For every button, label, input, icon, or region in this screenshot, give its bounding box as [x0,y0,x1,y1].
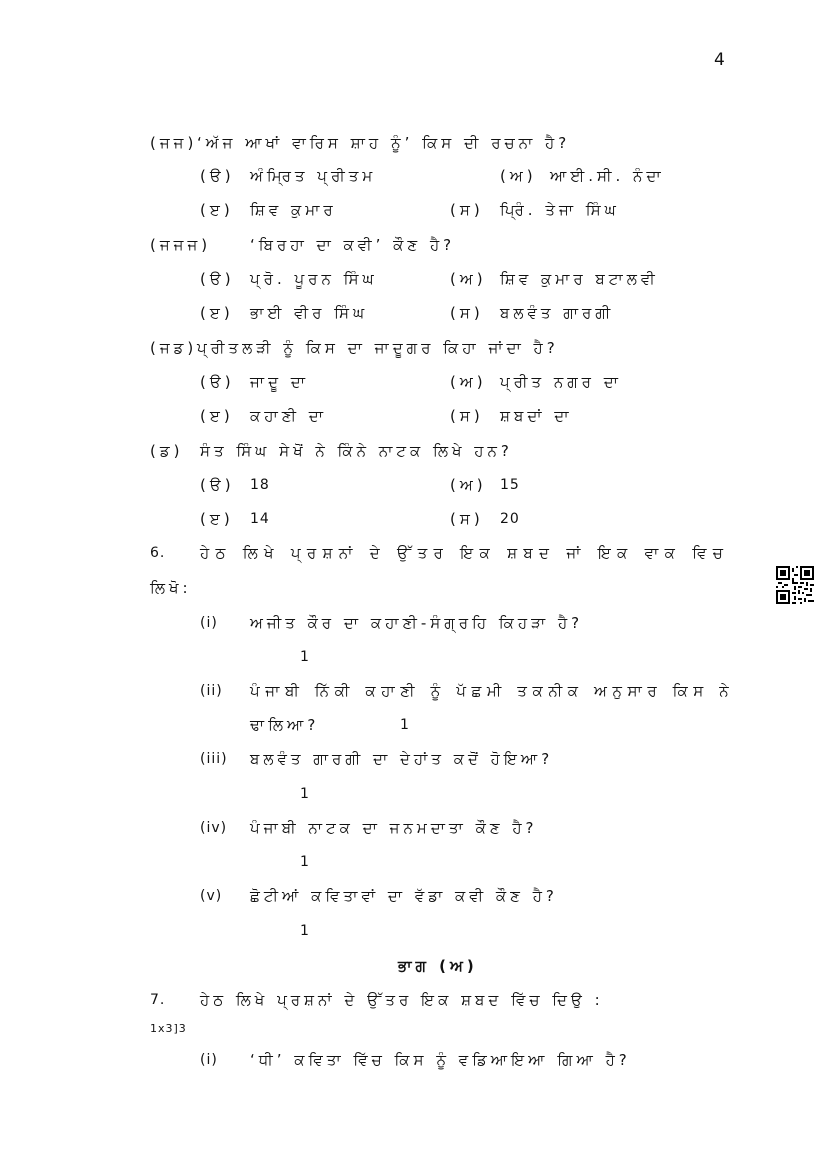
question-number: 7. [150,992,166,1008]
subquestion-text: ਅਜੀਤ ਕੌਰ ਦਾ ਕਹਾਣੀ-ਸੰਗ੍ਰਹਿ ਕਿਹੜਾ ਹੈ? [250,614,584,632]
question-label: (ਜਜਜ) [150,236,212,254]
question-text: ‘ਅੱਜ ਆਖਾਂ ਵਾਰਿਸ ਸ਼ਾਹ ਨੂੰ’ ਕਿਸ ਦੀ ਰਚਨਾ ਹੈ? [197,134,571,152]
option-label: (ੳ) [200,476,235,494]
option-text: 18 [250,477,270,493]
marks: 1 [300,649,310,665]
marks-note: 1x3]3 [150,1022,187,1035]
option-text: ਜਾਦੂ ਦਾ [250,373,310,391]
subquestion-label: (i) [200,615,218,631]
subquestion-text: ‘ਧੀ’ ਕਵਿਤਾ ਵਿੱਚ ਕਿਸ ਨੂੰ ਵਡਿਆਇਆ ਗਿਆ ਹੈ? [250,1051,631,1069]
option-label: (ੳ) [200,270,235,288]
subquestion-label: (v) [200,888,223,904]
option-label: (ੲ) [200,510,234,528]
option-text: ਪ੍ਰੋ. ਪੂਰਨ ਸਿੰਘ [250,270,378,288]
question-label: (ਡ) [150,442,184,460]
subquestion-text-continued: ਢਾਲਿਆ? [250,716,320,734]
qr-code-icon [776,566,814,604]
subquestion-label: (iii) [200,751,228,767]
marks: 1 [300,786,310,802]
section-heading: ਭਾਗ (ਅ) [398,957,478,975]
option-label: (ੲ) [200,201,234,219]
option-text: ਭਾਈ ਵੀਰ ਸਿੰਘ [250,304,369,322]
option-text: ਸ਼ਿਵ ਕੁਮਾਰ [250,201,337,219]
option-label: (ਸ) [450,510,484,528]
page-number: 4 [714,50,725,70]
option-text: ਸ਼ਿਵ ਕੁਮਾਰ ਬਟਾਲਵੀ [500,270,659,288]
option-text: ਆਈ.ਸੀ. ਨੰਦਾ [550,167,665,185]
subquestion-text: ਬਲਵੰਤ ਗਾਰਗੀ ਦਾ ਦੇਹਾਂਤ ਕਦੋਂ ਹੋਇਆ? [250,750,554,768]
subquestion-text: ਛੋਟੀਆਂ ਕਵਿਤਾਵਾਂ ਦਾ ਵੱਡਾ ਕਵੀ ਕੌਣ ਹੈ? [250,887,558,905]
question-text: ਹੇਠ ਲਿਖੇ ਪ੍ਰਸ਼ਨਾਂ ਦੇ ਉੱਤਰ ਇਕ ਸ਼ਬਦ ਵਿੱਚ ਦਿਉ : [200,991,604,1009]
option-label: (ਸ) [450,304,484,322]
question-label: (ਜਡ) [150,339,198,357]
question-text-continued: ਲਿਖੋ: [150,579,192,597]
subquestion-label: (i) [200,1052,218,1068]
marks: 1 [300,923,310,939]
option-text: ਪ੍ਰਿੰ. ਤੇਜਾ ਸਿੰਘ [500,201,620,219]
option-label: (ੲ) [200,407,234,425]
option-label: (ਅ) [450,373,487,391]
option-label: (ੳ) [200,373,235,391]
option-text: ਬਲਵੰਤ ਗਾਰਗੀ [500,304,615,322]
question-text: ‘ਬਿਰਹਾ ਦਾ ਕਵੀ’ ਕੌਣ ਹੈ? [250,236,456,254]
subquestion-text: ਪੰਜਾਬੀ ਨਿੱਕੀ ਕਹਾਣੀ ਨੂੰ ਪੱਛਮੀ ਤਕਨੀਕ ਅਨੁਸਾਰ ਕਿਸ ਨੇ [250,682,735,700]
option-label: (ੳ) [200,167,235,185]
subquestion-label: (iv) [200,820,228,836]
option-text: 20 [500,511,520,527]
option-text: ਅੰਮ੍ਰਿਤ ਪ੍ਰੀਤਮ [250,167,377,185]
option-text: 15 [500,477,520,493]
subquestion-text: ਪੰਜਾਬੀ ਨਾਟਕ ਦਾ ਜਨਮਦਾਤਾ ਕੌਣ ਹੈ? [250,819,538,837]
subquestion-label: (ii) [200,683,223,699]
question-text: ਸੰਤ ਸਿੰਘ ਸੇਖੋਂ ਨੇ ਕਿੰਨੇ ਨਾਟਕ ਲਿਖੇ ਹਨ? [200,442,513,460]
option-label: (ਅ) [450,476,487,494]
marks: 1 [400,717,410,733]
question-text: ਹੇਠ ਲਿਖੇ ਪ੍ਰਸ਼ਨਾਂ ਦੇ ਉੱਤਰ ਇਕ ਸ਼ਬਦ ਜਾਂ ਇਕ ਵਾਕ ਵਿਚ [200,544,730,562]
option-label: (ਅ) [500,167,537,185]
marks: 1 [300,854,310,870]
option-text: ਸ਼ਬਦਾਂ ਦਾ [500,407,573,425]
question-number: 6. [150,545,166,561]
option-text: 14 [250,511,270,527]
option-text: ਪ੍ਰੀਤ ਨਗਰ ਦਾ [500,373,622,391]
question-text: ਪ੍ਰੀਤਲੜੀ ਨੂੰ ਕਿਸ ਦਾ ਜਾਦੂਗਰ ਕਿਹਾ ਜਾਂਦਾ ਹੈ? [197,339,559,357]
option-text: ਕਹਾਣੀ ਦਾ [250,407,327,425]
option-label: (ਅ) [450,270,487,288]
option-label: (ਸ) [450,201,484,219]
question-label: (ਜਜ) [150,134,198,152]
option-label: (ੲ) [200,304,234,322]
option-label: (ਸ) [450,407,484,425]
